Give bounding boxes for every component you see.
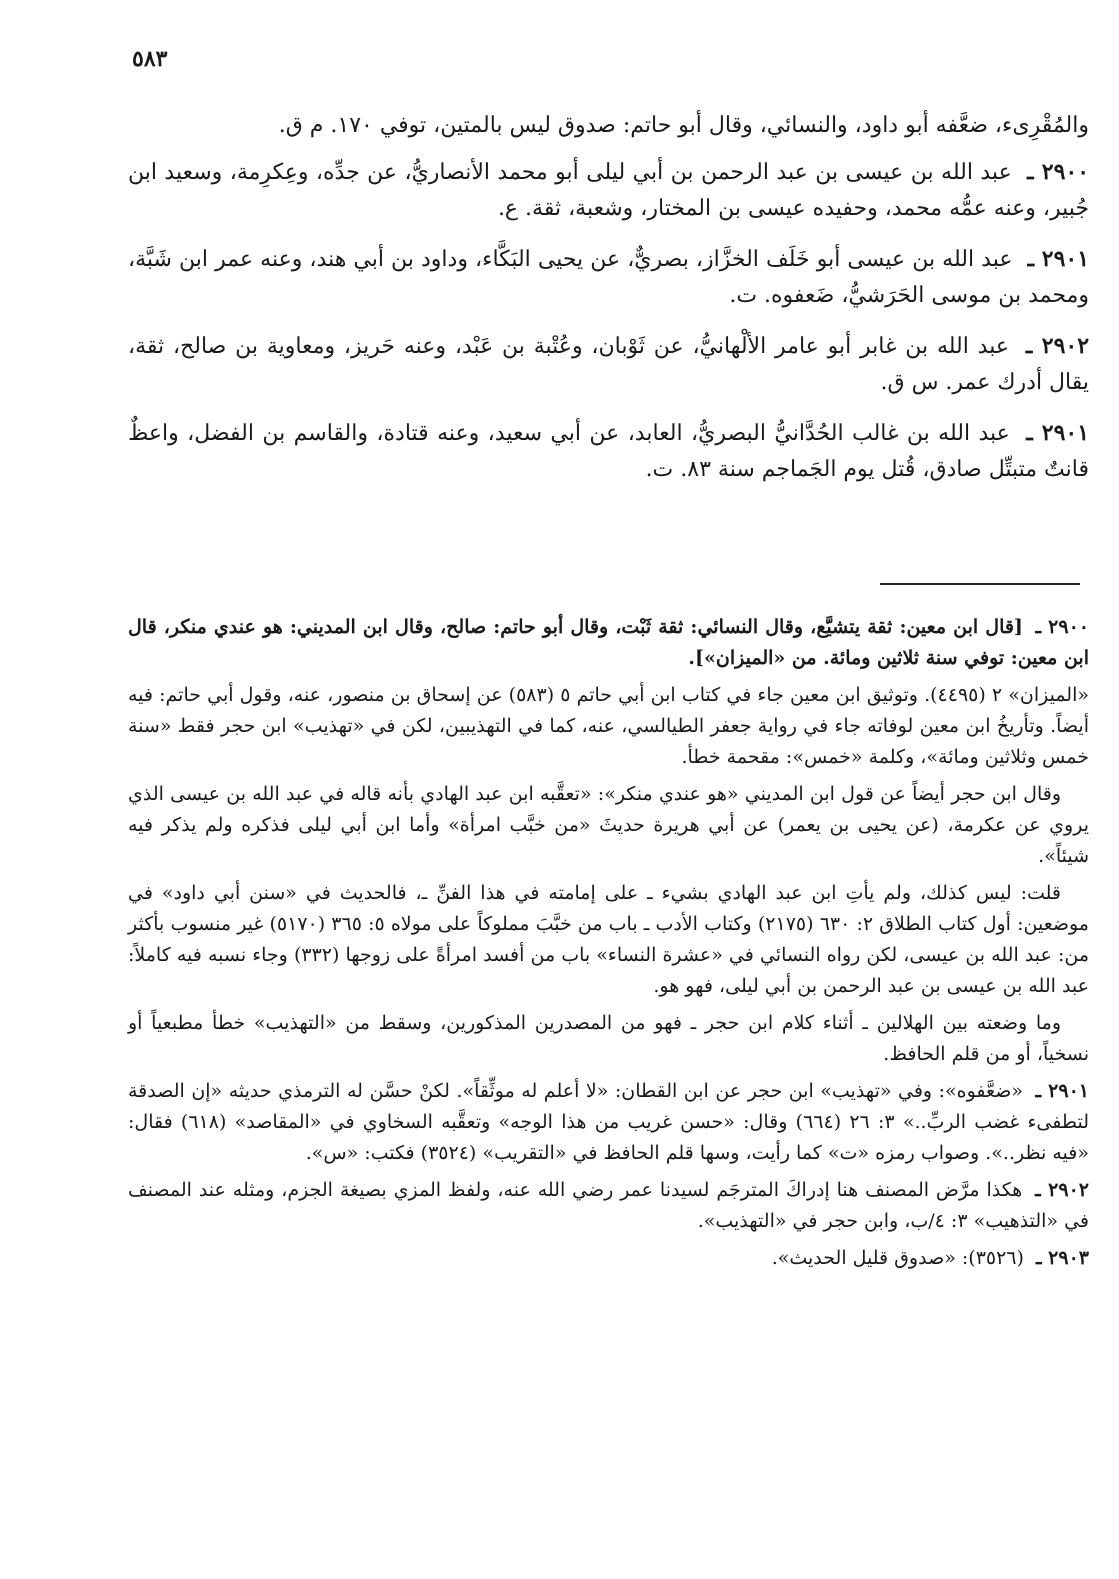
entry-2902 [128, 328, 1089, 401]
entry-text: عبد الله بن غالب الحُدَّانيُّ البصريُّ، العابد، عن أبي سعيد، وعنه قتادة، والقاسم بن الفضل، واعظٌ قانتٌ متبتِّل صادق، قُتل يوم الجَماجم سنة ٨٣. ت. [128, 421, 1089, 482]
note-number: ٢٩٠٣ ـ [1035, 1247, 1089, 1269]
entry-number: ٢٩٠٢ ـ [1025, 333, 1090, 359]
footnotes [128, 612, 1089, 1280]
note-number: ٢٩٠٠ ـ [1035, 616, 1089, 638]
entry-2901 [128, 241, 1089, 314]
entry-number: ٢٩٠٠ ـ [1027, 159, 1090, 185]
note-text: (٣٥٢٦): «صدوق قليل الحديث». [771, 1247, 1024, 1269]
entry-2900 [128, 154, 1089, 227]
footnote-divider [880, 583, 1080, 585]
entry-text: عبد الله بن عيسى بن عبد الرحمن بن أبي ليلى أبو محمد الأنصاريُّ، عن جدِّه، وعِكرِمة، وسعيد ابن جُبير، وعنه عمُّه محمد، وحفيده عيسى بن المختار، وشعبة، ثقة. ع. [128, 160, 1089, 221]
note-number: ٢٩٠١ ـ [1035, 1080, 1089, 1102]
note-2900-header [128, 612, 1089, 674]
note-2900-paragraph: قلت: ليس كذلك، ولم يأتِ ابن عبد الهادي بشيء ـ على إمامته في هذا الفنِّ ـ، فالحديث في «سنن أبي داود» في موضعين: أول كتاب الطلاق ٢: ٦٣٠ (٢١٧٥) وكتاب الأدب ـ باب من خبَّبَ مملوكاً على مولاه ٥: ٣٦٥ (٥١٧٠) غير منسوب بأكثر من: عبد الله بن عيسى، لكن رواه النسائي في «عشرة النساء» باب من أفسد امرأةً على زوجها (٣٣٢) وجاء نسبه فيه كاملاً: عبد الله بن عيسى بن عبد الرحمن بن أبي ليلى، فهو هو. [128, 882, 1090, 997]
note-2903 [128, 1243, 1089, 1274]
entry-text: عبد الله بن غابر أبو عامر الألْهانيُّ، عن ثَوْبان، وعُتْبة بن عَبْد، وعنه حَريز، ومعاوية بن صالح، ثقة، يقال أدرك عمر. س ق. [128, 334, 1089, 395]
note-2900-paragraph: «الميزان» ٢ (٤٤٩٥). وتوثيق ابن معين جاء في كتاب ابن أبي حاتم ٥ (٥٨٣) عن إسحاق بن منصور، عنه، وقول أبي حاتم: فيه أيضاً. وتأريخُ ابن معين لوفاته جاء في رواية جعفر الطيالسي، عنه، كما في التهذيبين، لكن في «تهذيب» ابن حجر فقط «سنة خمس وثلاثين ومائة»، وكلمة «خمس»: مقحمة خطأ. [128, 684, 1089, 768]
entry-number: ٢٩٠١ ـ [1027, 246, 1090, 272]
continuation-text: والمُقْرِىء، ضعَّفه أبو داود، والنسائي، وقال أبو حاتم: صدوق ليس بالمتين، توفي ١٧٠. م ق. [278, 113, 1089, 138]
note-text: هكذا مرَّض المصنف هنا إدراكَ المترجَم لسيدنا عمر رضي الله عنه، ولفظ المزي بصيغة الجزم، ومثله عند المصنف في «التذهيب» ٣: ٤/ب، وابن حجر في «التهذيب». [128, 1179, 1089, 1232]
entry-2903 [128, 415, 1089, 488]
note-text: [قال ابن معين: ثقة يتشيَّع، وقال النسائي: ثقة ثَبْت، وقال أبو حاتم: صالح، وقال ابن المديني: هو عندي منكر، قال ابن معين: توفي سنة ثلاثين ومائة. من «الميزان»]. [128, 616, 1089, 669]
note-text: «ضعَّفوه»: وفي «تهذيب» ابن حجر عن ابن القطان: «لا أعلم له موثِّقاً». لكنْ حسَّن له الترمذي حديثه «إن الصدقة لتطفىء غضب الربِّ..» ٣: ٢٦ (٦٦٤) وقال: «حسن غريب من هذا الوجه» وتعقَّبه السخاوي في «المقاصد» (٦١٨) فقال: «فيه نظر..». وصواب رمزه «ت» كما رأيت، وسها قلم الحافظ في «التقريب» (٣٥٢٤) فكتب: «س». [128, 1080, 1089, 1164]
page-number: ٥٨٣ [132, 46, 168, 72]
main-text [128, 108, 1089, 502]
continuation-line [128, 108, 1089, 144]
note-2902 [128, 1175, 1089, 1237]
entry-number: ٢٩٠١ ـ [1026, 420, 1090, 446]
note-number: ٢٩٠٢ ـ [1035, 1179, 1089, 1201]
note-2901 [128, 1076, 1089, 1169]
entry-text: عبد الله بن عيسى أبو خَلَف الخزَّاز، بصريٌّ، عن يحيى البَكَّاء، وداود بن أبي هند، وعنه عمر ابن شَبَّة، ومحمد بن موسى الحَرَشيُّ، ضَعفوه. ت. [128, 247, 1089, 308]
note-2900-paragraph: وما وضعته بين الهلالين ـ أثناء كلام ابن حجر ـ فهو من المصدرين المذكورين، وسقط من «التهذيب» خطأ مطبعياً أو نسخياً، أو من قلم الحافظ. [128, 1012, 1089, 1065]
note-2900-paragraph: وقال ابن حجر أيضاً عن قول ابن المديني «هو عندي منكر»: «تعقَّبه ابن عبد الهادي بأنه قاله في عبد الله بن عيسى الذي يروي عن عكرمة، (عن يحيى بن يعمر) عن أبي هريرة حديثَ «من خبَّب امرأة» وأما ابن أبي ليلى فذكره ولم يذكر فيه شيئاً». [128, 783, 1089, 867]
